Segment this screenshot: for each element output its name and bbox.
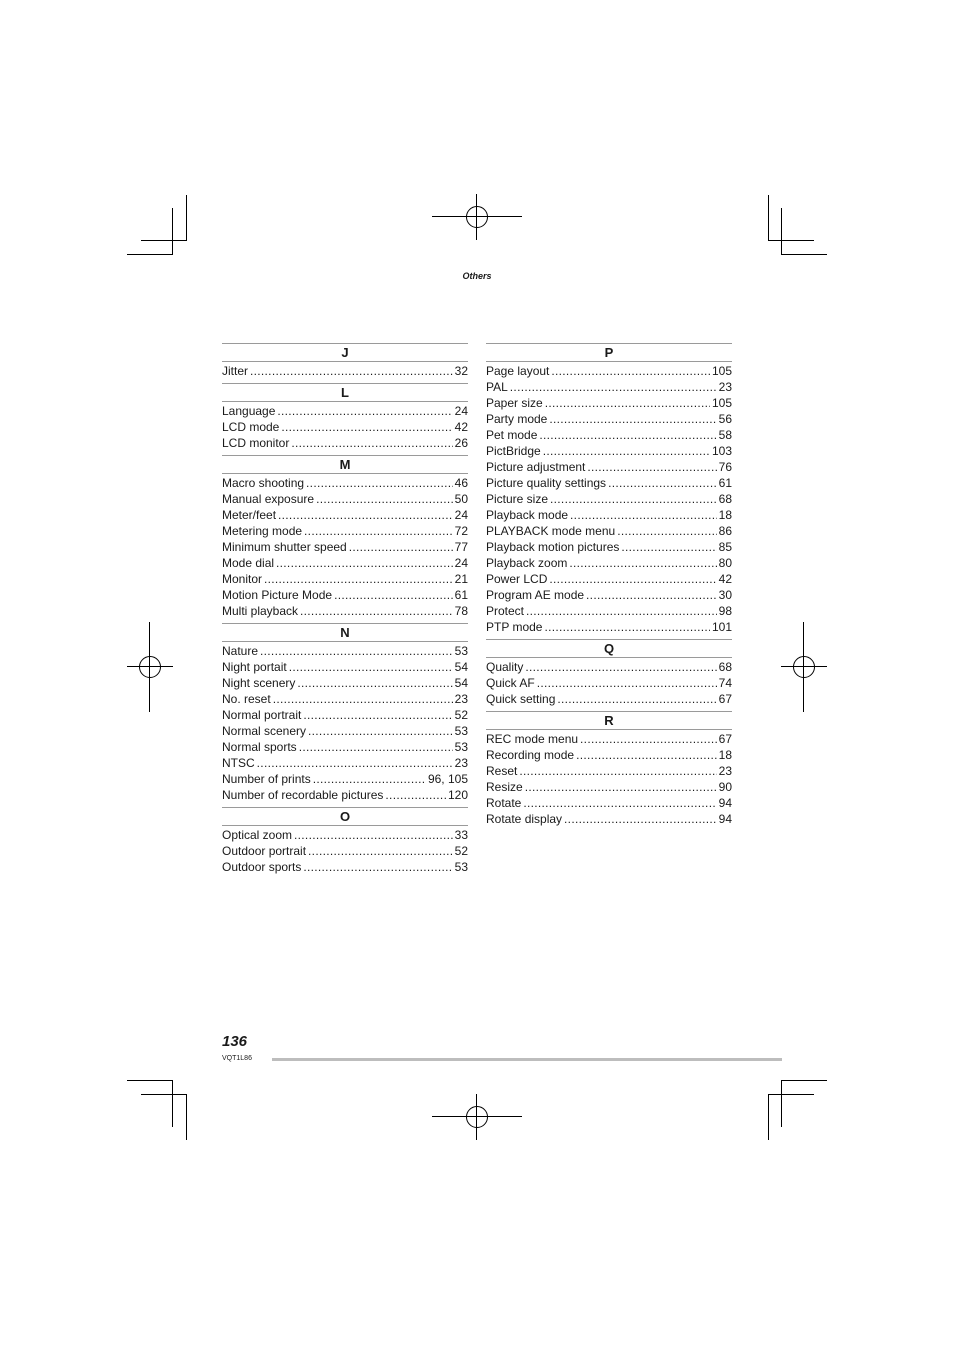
index-entry	[222, 363, 468, 379]
entry-term: Quick setting	[486, 692, 556, 706]
index-entry	[486, 795, 732, 811]
index-group-r	[486, 711, 732, 827]
dot-leader	[608, 475, 717, 491]
dot-leader	[276, 555, 453, 571]
entry-term: Rotate display	[486, 812, 563, 826]
dot-leader	[277, 403, 452, 419]
dot-leader	[569, 555, 716, 571]
index-entry	[486, 587, 732, 603]
index-entry	[486, 379, 732, 395]
entry-page: 18	[718, 748, 732, 762]
index-entry	[222, 643, 468, 659]
index-group-o	[222, 807, 468, 875]
index-group-m	[222, 455, 468, 619]
index-entry	[222, 827, 468, 843]
dot-leader	[545, 395, 710, 411]
entry-page: 53	[454, 860, 468, 874]
entry-term: No. reset	[222, 692, 271, 706]
entry-term: LCD mode	[222, 420, 280, 434]
entry-term: Pet mode	[486, 428, 538, 442]
entry-term: Normal sports	[222, 740, 297, 754]
index-entry	[222, 739, 468, 755]
index-group-n	[222, 623, 468, 803]
dot-leader	[543, 443, 710, 459]
dot-leader	[564, 811, 717, 827]
index-entry	[222, 603, 468, 619]
dot-leader	[289, 659, 453, 675]
index-entry	[486, 659, 732, 675]
entry-page: 103	[711, 444, 732, 458]
index-entry	[222, 859, 468, 875]
index-entry	[222, 475, 468, 491]
dot-leader	[570, 507, 717, 523]
index-entry	[486, 603, 732, 619]
entry-term: Optical zoom	[222, 828, 293, 842]
entry-term: Normal portrait	[222, 708, 302, 722]
entry-term: Language	[222, 404, 276, 418]
entry-term: Paper size	[486, 396, 543, 410]
entry-page: 32	[454, 364, 468, 378]
entry-page: 120	[447, 788, 468, 802]
dot-leader	[519, 763, 716, 779]
index-entry	[486, 619, 732, 635]
entry-term: Picture size	[486, 492, 549, 506]
entry-term: Minimum shutter speed	[222, 540, 347, 554]
dot-leader	[510, 379, 717, 395]
dot-leader	[334, 587, 453, 603]
index-entry	[222, 755, 468, 771]
entry-term: Playback mode	[486, 508, 569, 522]
entry-term: Protect	[486, 604, 525, 618]
entry-term: Night scenery	[222, 676, 296, 690]
dot-leader	[557, 691, 716, 707]
page-number: 136	[222, 1033, 248, 1050]
index-group-q	[486, 639, 732, 707]
letter-heading: L	[222, 383, 468, 402]
index-entry	[486, 555, 732, 571]
index-entry	[222, 659, 468, 675]
entry-term: Power LCD	[486, 572, 548, 586]
index-entry	[486, 475, 732, 491]
entry-term: Nature	[222, 644, 259, 658]
dot-leader	[523, 795, 716, 811]
entry-term: Manual exposure	[222, 492, 315, 506]
index-entry	[222, 555, 468, 571]
entry-page: 56	[718, 412, 732, 426]
dot-leader	[297, 675, 452, 691]
dot-leader	[621, 539, 716, 555]
entry-page: 42	[454, 420, 468, 434]
index-entry	[222, 691, 468, 707]
dot-leader	[580, 731, 717, 747]
section-title: Others	[462, 271, 492, 281]
index-entry	[222, 787, 468, 803]
index-group-j	[222, 343, 468, 379]
entry-page: 90	[718, 780, 732, 794]
dot-leader	[291, 435, 452, 451]
entry-page: 74	[718, 676, 732, 690]
letter-heading: J	[222, 343, 468, 362]
entry-page: 78	[454, 604, 468, 618]
entry-term: Playback motion pictures	[486, 540, 620, 554]
dot-leader	[304, 523, 453, 539]
entry-term: PictBridge	[486, 444, 541, 458]
entry-page: 23	[454, 756, 468, 770]
entry-page: 61	[718, 476, 732, 490]
footer-rule	[272, 1058, 782, 1061]
entry-page: 54	[454, 676, 468, 690]
index-entry	[486, 411, 732, 427]
document-code: VQT1L86	[222, 1055, 252, 1062]
entry-term: Playback zoom	[486, 556, 568, 570]
index-entry	[486, 571, 732, 587]
index-entry	[222, 843, 468, 859]
dot-leader	[587, 459, 716, 475]
entry-term: Picture adjustment	[486, 460, 586, 474]
entry-page: 85	[718, 540, 732, 554]
dot-leader	[308, 843, 453, 859]
index-entry	[486, 395, 732, 411]
entry-page: 101	[711, 620, 732, 634]
index-entry	[486, 811, 732, 827]
index-entry	[222, 419, 468, 435]
dot-leader	[544, 619, 709, 635]
index-entry	[486, 491, 732, 507]
entry-term: Picture quality settings	[486, 476, 607, 490]
entry-page: 77	[454, 540, 468, 554]
dot-leader	[349, 539, 453, 555]
entry-term: PTP mode	[486, 620, 543, 634]
entry-term: Multi playback	[222, 604, 299, 618]
dot-leader	[273, 691, 453, 707]
index-entry	[486, 747, 732, 763]
entry-page: 23	[454, 692, 468, 706]
index-entry	[222, 491, 468, 507]
entry-term: Recording mode	[486, 748, 575, 762]
index-entry	[222, 435, 468, 451]
entry-page: 50	[454, 492, 468, 506]
entry-page: 67	[718, 692, 732, 706]
index-group-p	[486, 343, 732, 635]
entry-page: 30	[718, 588, 732, 602]
entry-page: 46	[454, 476, 468, 490]
dot-leader	[549, 411, 716, 427]
dot-leader	[299, 739, 453, 755]
index-entry	[222, 507, 468, 523]
entry-term: NTSC	[222, 756, 255, 770]
entry-term: Number of recordable pictures	[222, 788, 384, 802]
letter-heading: M	[222, 455, 468, 474]
entry-term: Macro shooting	[222, 476, 305, 490]
entry-page: 86	[718, 524, 732, 538]
entry-term: Program AE mode	[486, 588, 585, 602]
dot-leader	[294, 827, 453, 843]
letter-heading: N	[222, 623, 468, 642]
entry-term: Rotate	[486, 796, 522, 810]
index-entry	[222, 723, 468, 739]
dot-leader	[550, 491, 717, 507]
dot-leader	[576, 747, 717, 763]
dot-leader	[525, 779, 717, 795]
dot-leader	[539, 427, 716, 443]
entry-page: 72	[454, 524, 468, 538]
entry-term: Jitter	[222, 364, 249, 378]
entry-term: PLAYBACK mode menu	[486, 524, 616, 538]
entry-term: Metering mode	[222, 524, 303, 538]
entry-term: Party mode	[486, 412, 548, 426]
entry-page: 58	[718, 428, 732, 442]
index-entry	[222, 539, 468, 555]
dot-leader	[617, 523, 716, 539]
entry-page: 53	[454, 740, 468, 754]
index-entry	[486, 427, 732, 443]
dot-leader	[308, 723, 453, 739]
entry-page: 24	[454, 556, 468, 570]
dot-leader	[551, 363, 710, 379]
index-entry	[486, 443, 732, 459]
dot-leader	[278, 507, 453, 523]
entry-page: 52	[454, 708, 468, 722]
entry-term: Meter/feet	[222, 508, 277, 522]
dot-leader	[526, 603, 717, 619]
entry-term: Motion Picture Mode	[222, 588, 333, 602]
entry-page: 23	[718, 764, 732, 778]
entry-page: 26	[454, 436, 468, 450]
dot-leader	[257, 755, 453, 771]
entry-page: 24	[454, 404, 468, 418]
dot-leader	[300, 603, 453, 619]
entry-page: 96, 105	[427, 772, 468, 786]
index-entry	[486, 507, 732, 523]
dot-leader	[306, 475, 453, 491]
index-entry	[486, 523, 732, 539]
entry-term: Number of prints	[222, 772, 311, 786]
entry-page: 53	[454, 644, 468, 658]
letter-heading: P	[486, 343, 732, 362]
entry-page: 53	[454, 724, 468, 738]
entry-term: Monitor	[222, 572, 263, 586]
entry-page: 68	[718, 492, 732, 506]
entry-page: 52	[454, 844, 468, 858]
entry-term: Resize	[486, 780, 523, 794]
letter-heading: R	[486, 711, 732, 730]
dot-leader	[316, 491, 453, 507]
dot-leader	[303, 859, 452, 875]
dot-leader	[525, 659, 716, 675]
entry-page: 61	[454, 588, 468, 602]
index-entry	[222, 675, 468, 691]
index-entry	[222, 523, 468, 539]
entry-page: 33	[454, 828, 468, 842]
entry-page: 24	[454, 508, 468, 522]
entry-term: PAL	[486, 380, 508, 394]
index-entry	[486, 459, 732, 475]
entry-page: 105	[711, 396, 732, 410]
dot-leader	[281, 419, 452, 435]
entry-page: 23	[718, 380, 732, 394]
dot-leader	[537, 675, 717, 691]
index-entry	[222, 587, 468, 603]
index-column-right	[486, 343, 732, 827]
entry-term: Reset	[486, 764, 518, 778]
entry-term: Quick AF	[486, 676, 535, 690]
letter-heading: Q	[486, 639, 732, 658]
entry-term: REC mode menu	[486, 732, 579, 746]
entry-term: Outdoor sports	[222, 860, 302, 874]
index-entry	[222, 571, 468, 587]
entry-page: 98	[718, 604, 732, 618]
entry-page: 54	[454, 660, 468, 674]
index-entry	[486, 763, 732, 779]
dot-leader	[385, 787, 446, 803]
entry-page: 67	[718, 732, 732, 746]
entry-page: 76	[718, 460, 732, 474]
index-column-left	[222, 343, 468, 875]
index-entry	[486, 675, 732, 691]
entry-page: 42	[718, 572, 732, 586]
entry-page: 21	[454, 572, 468, 586]
index-entry	[222, 403, 468, 419]
dot-leader	[313, 771, 426, 787]
entry-page: 68	[718, 660, 732, 674]
dot-leader	[264, 571, 453, 587]
index-entry	[486, 731, 732, 747]
entry-term: Outdoor portrait	[222, 844, 307, 858]
index-entry	[222, 771, 468, 787]
index-group-l	[222, 383, 468, 451]
letter-heading: O	[222, 807, 468, 826]
entry-page: 94	[718, 796, 732, 810]
entry-term: Normal scenery	[222, 724, 307, 738]
entry-term: Page layout	[486, 364, 550, 378]
dot-leader	[250, 363, 453, 379]
index-entry	[486, 539, 732, 555]
entry-page: 18	[718, 508, 732, 522]
dot-leader	[586, 587, 717, 603]
index-entry	[222, 707, 468, 723]
entry-term: Quality	[486, 660, 524, 674]
entry-page: 105	[711, 364, 732, 378]
dot-leader	[303, 707, 452, 723]
dot-leader	[260, 643, 453, 659]
index-entry	[486, 779, 732, 795]
dot-leader	[549, 571, 716, 587]
entry-page: 80	[718, 556, 732, 570]
entry-term: Mode dial	[222, 556, 275, 570]
index-entry	[486, 363, 732, 379]
entry-term: LCD monitor	[222, 436, 290, 450]
entry-page: 94	[718, 812, 732, 826]
entry-term: Night portait	[222, 660, 287, 674]
index-entry	[486, 691, 732, 707]
